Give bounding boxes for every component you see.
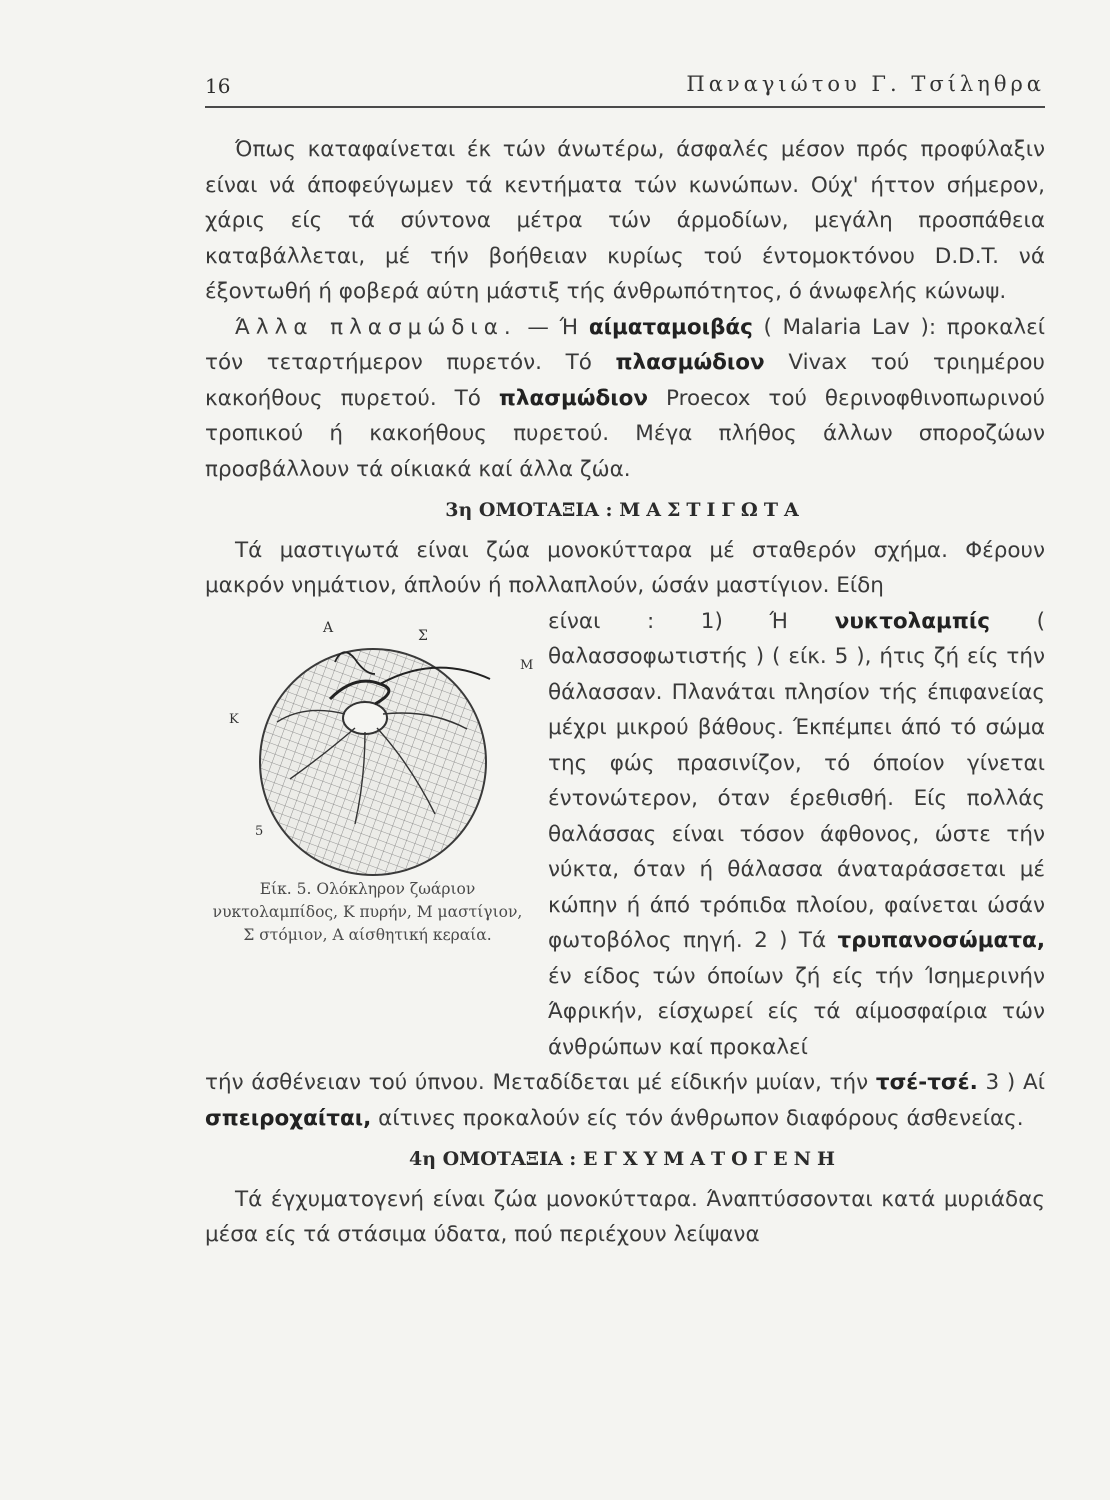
paragraph-infusoria-intro: Τά έγχυματογενή είναι ζώα μονοκύτταρα. Άναπτύσσονται κατά μυριάδας μέσα είς τά στάσιμα ύδατα, πού περιέχουν λείψανα <box>205 1186 1045 1247</box>
label-s: Σ <box>418 627 428 644</box>
label-k: Κ <box>229 711 239 727</box>
section-heading-enchymatogeni: 4η ΟΜΟΤΑΞΙΑ : ΕΓΧΥΜΑΤΟΓΕΝΗ <box>409 1148 841 1170</box>
page-header <box>205 70 1045 106</box>
term-noctiluca: νυκτολαμπίς <box>834 608 991 634</box>
noctiluca-illustration <box>205 604 534 874</box>
figure-caption: Είκ. 5. Ολόκληρον ζωάριον νυκτολαμπίδος, Κ πυρήν, Μ μαστίγιον, Σ στόμιον, Α αίσθητική κεραία. <box>212 879 523 944</box>
paragraph-mastigota-continued: τήν άσθένειαν τού ύπνου. Μεταδίδεται μέ είδικήν μυίαν, τήν τσέ-τσέ. 3 ) Αί σπειροχαίται, αίτινες προκαλούν είς τόν άνθρωπον διαφόρους άσθενείας. <box>205 1070 1046 1131</box>
term-trypanosomes: τρυπανοσώματα, <box>837 928 1045 953</box>
paragraph-mosquito-protection: Όπως καταφαίνεται έκ τών άνωτέρω, άσφαλές μέσον πρός προφύλαξιν είναι νά άποφεύγωμεν τά κεντήματα τών κωνώπων. Ούχ' ήττον σήμερον, χάρις είς τά σύντονα μέτρα τών άρμοδίων, μεγάλη προσπάθεια καταβάλλεται, μέ τήν βοήθειαν κυρίως τού έντομοκτόνου D.D.T. νά έξοντωθή ή φοβερά αύτη μάστιξ τής άνθρωπότητος, ό άνωφελής κώνωψ. <box>205 137 1045 304</box>
paragraph-mastigota-species: είναι : 1) Ή νυκτολαμπίς ( θαλασσοφωτιστής ) ( είκ. 5 ), ήτις ζή είς τήν θάλασσαν. Πλανάται πλησίον τής έπιφανείας μέχρι μικρού βάθους. Έκπέμπει άπό τό σώμα της φώς πρασινίζον, τό όποίον γίνεται έντονώτερον, όταν έρεθισθή. Είς πολλάς θαλάσσας είναι τόσον άφθονος, ώστε τήν νύκτα, όταν ή θάλασσα άναταράσσεται μέ κώπην ή άπό τρόπιδα πλοίου, φαίνεται ώσάν φωτοβόλος πηγή. 2 ) Τά τρυπανοσώματα, έν είδος τών όποίων ζή είς τήν Ίσημερινήν Άφρικήν, είσχωρεί είς τά αίμοσφαίρια τών άνθρώπων καί προκαλεί <box>548 608 1045 1060</box>
paragraph-other-plasmodia: Άλλα πλασμώδια. — Ή αίματαμοιβάς ( Malaria Lav ): προκαλεί τόν τεταρτήμερον πυρετόν. Τό πλασμώδιον Vivax τού τριημέρου κακοήθους πυρετού. Τό πλασμώδιον Proecox τού θερινοφθινοπωρινού τροπικού ή κακοήθους πυρετού. Μέγα πλήθος άλλων σποροζώων προσβάλλουν τά οίκιακά καί άλλα ζώα. <box>205 314 1045 482</box>
header-rule <box>205 106 1045 108</box>
term-spirochaetes: σπειροχαίται, <box>205 1105 372 1131</box>
figure-column <box>205 604 534 947</box>
term-plasmodium: πλασμώδιον <box>498 385 649 411</box>
term-tsetse: τσέ-τσέ. <box>875 1070 978 1095</box>
run-in-heading: Άλλα πλασμώδια. <box>235 314 517 340</box>
figure-noctiluca <box>205 604 534 874</box>
page-number: 16 <box>205 74 231 98</box>
figure-wrap <box>205 604 1045 1066</box>
label-m: Μ <box>520 657 534 673</box>
section-heading-mastigota: 3η ΟΜΟΤΑΞΙΑ : ΜΑΣΤΙΓΩΤΑ <box>445 499 805 521</box>
term-plasmodium: πλασμώδιον <box>615 350 765 375</box>
term-haematamoivas: αίματαμοιβάς <box>588 314 753 340</box>
running-title: Παναγιώτου Γ. Τσίληθρα <box>686 72 1045 96</box>
label-a: Α <box>323 619 334 636</box>
nucleus <box>343 702 387 734</box>
label-five: 5 <box>255 823 264 839</box>
paragraph-mastigota-intro: Τά μαστιγωτά είναι ζώα μονοκύτταρα μέ σταθερόν σχήμα. Φέρουν μακρόν νημάτιον, άπλούν ή πολλαπλούν, ώσάν μαστίγιον. Είδη <box>205 537 1045 598</box>
page-body <box>205 132 1045 1253</box>
